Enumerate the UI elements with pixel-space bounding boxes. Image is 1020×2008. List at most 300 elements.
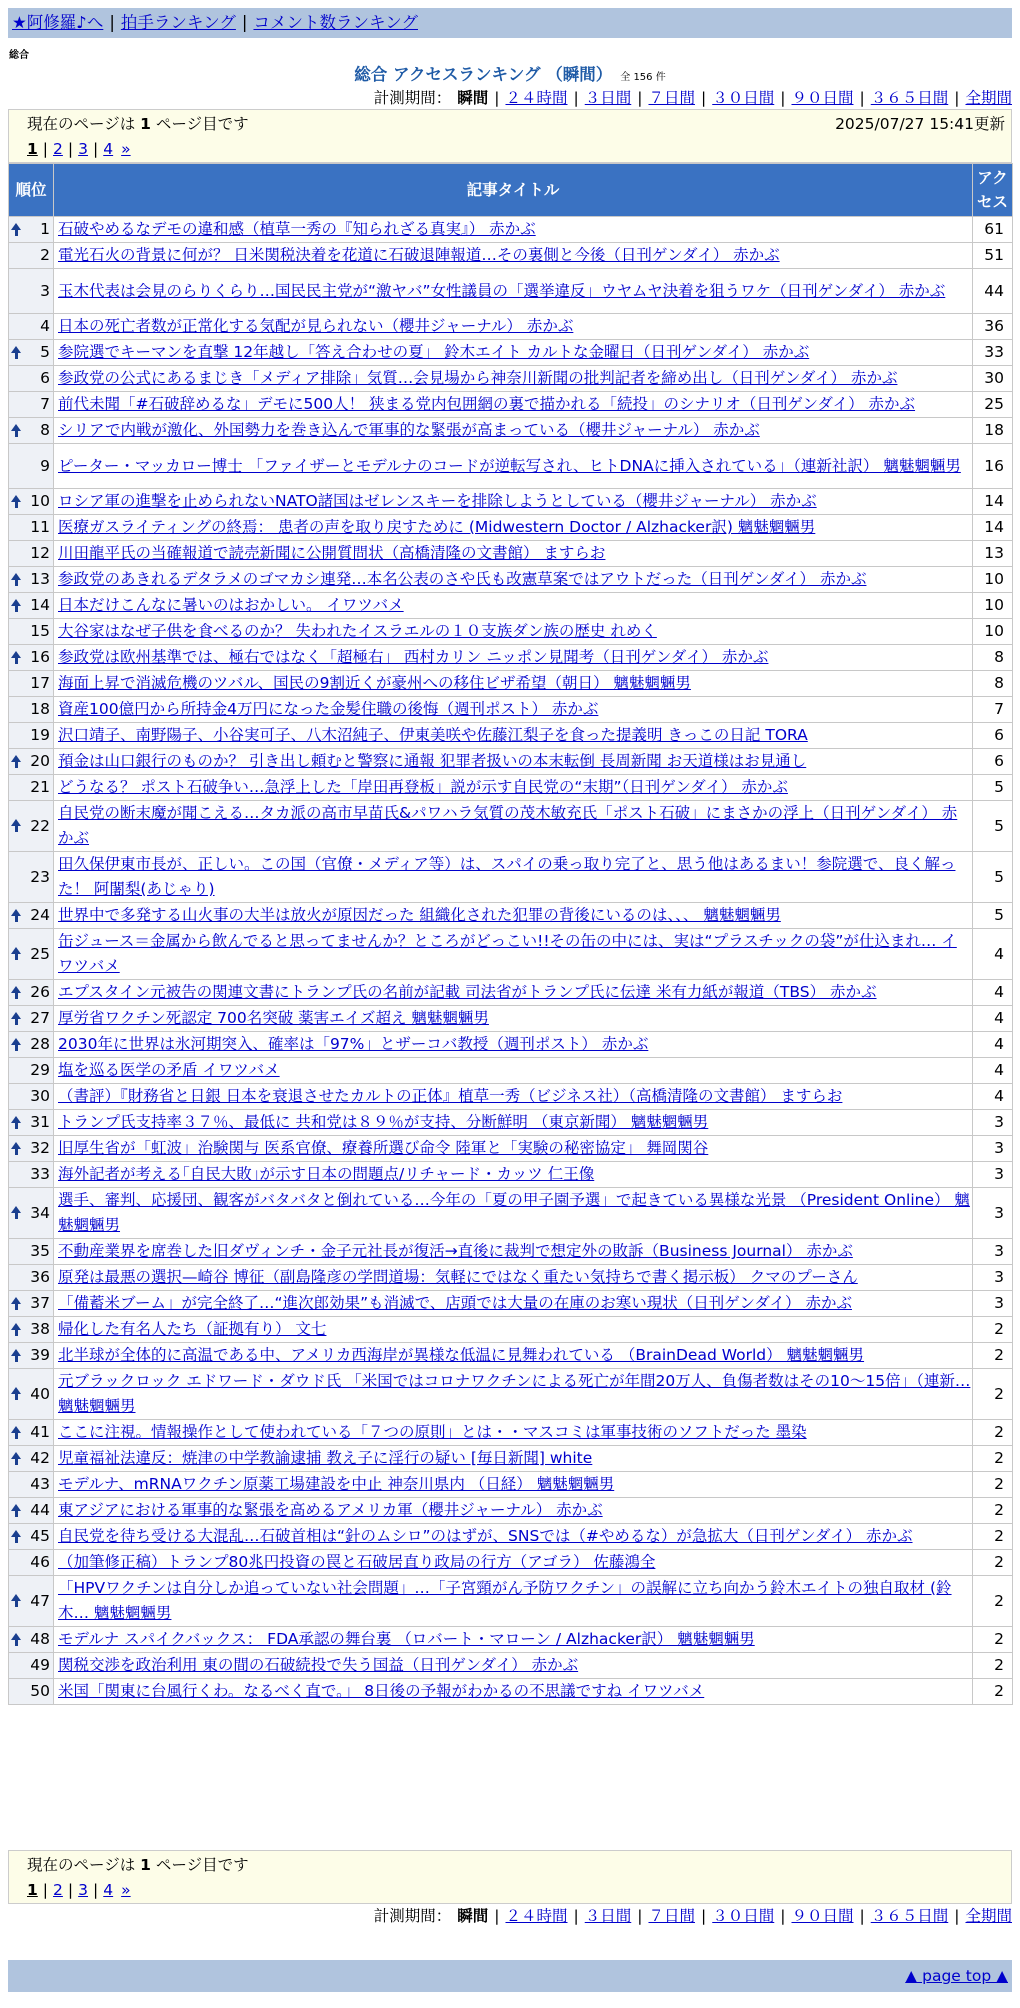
separator: | xyxy=(67,1881,74,1899)
table-row xyxy=(9,1291,1013,1317)
rank-number: 17 xyxy=(30,674,50,692)
separator: | xyxy=(780,1907,786,1925)
table-row xyxy=(9,1472,1013,1498)
separator: | xyxy=(93,140,99,158)
title-cell xyxy=(54,1550,973,1576)
rank-cell xyxy=(9,1162,54,1188)
article-link[interactable]: 帰化した有名人たち（証拠有り） 文七 xyxy=(58,1320,327,1338)
rank-number: 14 xyxy=(30,596,50,614)
table-row xyxy=(9,929,1013,980)
rank-cell xyxy=(9,515,54,541)
access-count: 6 xyxy=(973,749,1013,775)
table-row xyxy=(9,980,1013,1006)
access-count: 2 xyxy=(973,1524,1013,1550)
rank-cell xyxy=(9,1084,54,1110)
rank-number: 26 xyxy=(30,983,50,1001)
access-count: 5 xyxy=(973,775,1013,801)
article-link[interactable]: 預金は山口銀行のものか？ 引き出し頼むと警察に通報 犯罪者扱いの本末転倒 長周新聞 お天道様はお見通し xyxy=(58,752,807,770)
period-option-3[interactable]: ７日間 xyxy=(648,1907,695,1925)
title-cell xyxy=(54,1084,973,1110)
rank-cell xyxy=(9,269,54,314)
access-count: 2 xyxy=(973,1550,1013,1576)
title-cell xyxy=(54,619,973,645)
rank-number: 29 xyxy=(30,1061,50,1079)
table-row xyxy=(9,1136,1013,1162)
rank-number: 19 xyxy=(30,726,50,744)
access-count: 5 xyxy=(973,903,1013,929)
article-link[interactable]: モデルナ、mRNAワクチン原薬工場建設を中止 神奈川県内 （日経） 魑魅魍魎男 xyxy=(58,1475,615,1493)
title-cell xyxy=(54,489,973,515)
rank-cell xyxy=(9,1265,54,1291)
table-row xyxy=(9,1524,1013,1550)
rank-number: 11 xyxy=(30,518,50,536)
article-link[interactable]: 選手、審判、応援団、観客がバタバタと倒れている…今年の「夏の甲子園予選」で起きている異様な光景 （President Online） 魑魅魍魎男 xyxy=(58,1191,970,1234)
period-selector-bottom xyxy=(312,1905,1012,1927)
access-count: 4 xyxy=(973,1058,1013,1084)
table-row xyxy=(9,1550,1013,1576)
period-label: 計測期間： xyxy=(373,89,452,107)
title-cell xyxy=(54,1343,973,1369)
current-page-number: 1 xyxy=(27,140,38,158)
article-link[interactable]: 元ブラックロック エドワード・ダウド氏 「米国ではコロナワクチンによる死亡が年間20万人、負傷者数はその10～15倍」（連新… 魑魅魍魎男 xyxy=(58,1372,971,1415)
access-header: アクセス xyxy=(973,164,1013,217)
article-link[interactable]: ピーター・マッカロー博士 「ファイザーとモデルナのコードが逆転写され、ヒトDNAに挿入されている」（連新社訳） 魑魅魍魎男 xyxy=(58,456,961,475)
article-link[interactable]: 参政党は欧州基準では、極右ではなく「超極右」 西村カリン ニッポン見聞考（日刊ゲンダイ） 赤かぶ xyxy=(58,648,769,666)
rank-number: 30 xyxy=(30,1087,50,1105)
period-option-2[interactable]: ３日間 xyxy=(584,89,632,107)
article-link[interactable]: 児童福祉法違反：焼津の中学教諭逮捕 教え子に淫行の疑い [毎日新聞] white xyxy=(58,1449,593,1467)
article-link[interactable]: モデルナ スパイクバックス： FDA承認の舞台裏 （ロバート・マローン / Alzhacker訳） 魑魅魍魎男 xyxy=(58,1630,755,1648)
rank-number: 43 xyxy=(30,1475,50,1493)
separator: | xyxy=(637,89,643,107)
access-count: 61 xyxy=(973,217,1013,243)
access-count: 10 xyxy=(973,619,1013,645)
rank-cell xyxy=(9,444,54,489)
title-cell xyxy=(54,645,973,671)
title-cell xyxy=(54,392,973,418)
article-link[interactable]: シリアで内戦が激化、外国勢力を巻き込んで軍事的な緊張が高まっている（櫻井ジャーナル） 赤かぶ xyxy=(58,421,760,439)
rank-number: 45 xyxy=(30,1527,50,1545)
title-cell xyxy=(54,1162,973,1188)
access-count: 3 xyxy=(973,1162,1013,1188)
rank-cell xyxy=(9,366,54,392)
rank-cell xyxy=(9,723,54,749)
title-cell xyxy=(54,671,973,697)
title-cell xyxy=(54,1006,973,1032)
article-link[interactable]: 不動産業界を席巻した旧ダヴィンチ・金子元社長が復活→直後に裁判で想定外の敗訴（Business Journal） 赤かぶ xyxy=(58,1242,853,1260)
rank-number: 50 xyxy=(30,1682,50,1700)
article-link[interactable]: 世界中で多発する山火事の大半は放火が原因だった 組織化された犯罪の背後にいるのは、、、 魑魅魍魎男 xyxy=(58,906,781,924)
period-option-1[interactable]: ２４時間 xyxy=(505,1907,568,1925)
separator: | xyxy=(954,89,960,107)
title-cell xyxy=(54,1420,973,1446)
title-cell xyxy=(54,314,973,340)
rank-header: 順位 xyxy=(9,164,54,217)
next-page-link[interactable]: » xyxy=(121,1881,131,1899)
article-link[interactable]: 前代未聞「#石破辞めるな」デモに500人！ 狭まる党内包囲網の裏で描かれる「続投」のシナリオ（日刊ゲンダイ） 赤かぶ xyxy=(58,395,916,413)
rank-cell xyxy=(9,1524,54,1550)
period-option-2[interactable]: ３日間 xyxy=(584,1907,632,1925)
period-option-7[interactable]: 全期間 xyxy=(965,89,1012,107)
rank-cell xyxy=(9,1136,54,1162)
article-link[interactable]: 「HPVワクチンは自分しか追っていない社会問題」…「子宮頸がん予防ワクチン」の誤解に立ち向かう鈴木エイトの独自取材 (鈴木… 魑魅魍魎男 xyxy=(58,1579,952,1622)
separator: | xyxy=(701,1907,707,1925)
article-link[interactable]: 参政党の公式にあるまじき「メディア排除」気質…会見場から神奈川新聞の批判記者を締め出し（日刊ゲンダイ） 赤かぶ xyxy=(58,369,898,387)
rank-cell xyxy=(9,243,54,269)
rank-number: 23 xyxy=(30,867,50,886)
rank-number: 31 xyxy=(30,1113,50,1131)
title-cell xyxy=(54,1291,973,1317)
period-option-6[interactable]: ３６５日間 xyxy=(870,1907,949,1925)
rank-cell xyxy=(9,1291,54,1317)
table-row xyxy=(9,723,1013,749)
title-cell xyxy=(54,852,973,903)
rank-number: 1 xyxy=(40,220,50,238)
separator: | xyxy=(573,89,579,107)
rank-number: 6 xyxy=(40,369,50,387)
access-count: 5 xyxy=(973,852,1013,903)
rank-cell xyxy=(9,1317,54,1343)
rank-number: 20 xyxy=(30,752,50,770)
access-count: 18 xyxy=(973,418,1013,444)
article-link[interactable]: 厚労省ワクチン死認定 700名突破 薬害エイズ超え 魑魅魍魎男 xyxy=(58,1009,489,1027)
rank-cell xyxy=(9,852,54,903)
access-count: 51 xyxy=(973,243,1013,269)
table-row xyxy=(9,1006,1013,1032)
rank-number: 32 xyxy=(30,1139,50,1157)
rank-cell xyxy=(9,541,54,567)
access-count: 3 xyxy=(973,1188,1013,1239)
table-row xyxy=(9,775,1013,801)
rank-cell xyxy=(9,1550,54,1576)
rank-cell xyxy=(9,392,54,418)
article-link[interactable]: 資産100億円から所持金4万円になった金髪住職の後悔（週刊ポスト） 赤かぶ xyxy=(58,700,599,718)
title-cell xyxy=(54,567,973,593)
access-count: 4 xyxy=(973,1084,1013,1110)
access-count: 30 xyxy=(973,366,1013,392)
separator: | xyxy=(67,140,74,158)
period-current: 瞬間 xyxy=(457,1907,489,1925)
article-link[interactable]: 2030年に世界は氷河期突入、確率は「97%」とザーコバ教授（週刊ポスト） 赤かぶ xyxy=(58,1035,649,1053)
article-link[interactable]: 北半球が全体的に高温である中、アメリカ西海岸が異様な低温に見舞われている （BrainDead World） 魑魅魍魎男 xyxy=(58,1346,865,1364)
title-cell xyxy=(54,541,973,567)
access-count: 25 xyxy=(973,392,1013,418)
rank-cell xyxy=(9,1653,54,1679)
article-link[interactable]: 川田龍平氏の当確報道で読売新聞に公開質問状（高橋清隆の文書館） ますらお xyxy=(58,544,606,562)
title-cell xyxy=(54,697,973,723)
access-count: 5 xyxy=(973,801,1013,852)
rank-number: 4 xyxy=(40,317,50,335)
article-link[interactable]: 電光石火の背景に何が？ 日米関税決着を花道に石破退陣報道…その裏側と今後（日刊ゲンダイ） 赤かぶ xyxy=(58,246,780,264)
article-link[interactable]: （書評）『財務省と日銀 日本を衰退させたカルトの正体』植草一秀（ビジネス社）（高橋清隆の文書館） ますらお xyxy=(58,1087,843,1105)
rank-number: 15 xyxy=(30,622,50,640)
top-nav-bar: ★阿修羅♪へ | 拍手ランキング | コメント数ランキング xyxy=(8,8,1012,38)
footer-bar xyxy=(8,1960,1012,1992)
article-link[interactable]: 関税交渉を政治利用 東の間の石破続投で失う国益（日刊ゲンダイ） 赤かぶ xyxy=(58,1656,579,1674)
rank-number: 37 xyxy=(30,1294,50,1312)
article-link[interactable]: （加筆修正稿）トランプ80兆円投資の罠と石破居直り政局の行方（アゴラ） 佐藤鴻全 xyxy=(58,1553,656,1571)
table-row xyxy=(9,1576,1013,1627)
article-link[interactable]: 缶ジュース＝金属から飲んでると思ってませんか？ところがどっこい!!その缶の中には、実は“プラスチックの袋”が仕込まれ… イワツバメ xyxy=(58,932,957,975)
period-option-5[interactable]: ９０日間 xyxy=(791,89,854,107)
separator: | xyxy=(859,89,865,107)
access-count: 2 xyxy=(973,1498,1013,1524)
table-row xyxy=(9,1239,1013,1265)
table-row xyxy=(9,903,1013,929)
table-row xyxy=(9,1265,1013,1291)
table-row xyxy=(9,392,1013,418)
period-current: 瞬間 xyxy=(457,89,489,107)
clap-ranking-link[interactable]: 拍手ランキング xyxy=(120,13,236,32)
title-cell xyxy=(54,418,973,444)
access-count: 3 xyxy=(973,1110,1013,1136)
title-cell xyxy=(54,1524,973,1550)
table-row xyxy=(9,340,1013,366)
table-row xyxy=(9,1420,1013,1446)
rank-cell xyxy=(9,903,54,929)
access-count: 4 xyxy=(973,929,1013,980)
total-count: 全 156 件 xyxy=(620,72,666,83)
title-cell xyxy=(54,1058,973,1084)
separator: | xyxy=(494,89,500,107)
table-row xyxy=(9,852,1013,903)
next-page-link[interactable]: » xyxy=(121,140,131,158)
rank-cell xyxy=(9,489,54,515)
rank-cell xyxy=(9,1679,54,1705)
article-link[interactable]: 田久保伊東市長が、正しい。この国（官僚・メディア等）は、スパイの乗っ取り完了と、思う他はあるまい！参院選で、良く解った！ 阿闍梨(あじゃり) xyxy=(58,855,956,898)
period-option-1[interactable]: ２４時間 xyxy=(505,89,568,107)
table-row xyxy=(9,314,1013,340)
page-top-link[interactable]: ▲ page top ▲ xyxy=(905,1967,1008,1985)
rank-number: 18 xyxy=(30,700,50,718)
separator: | xyxy=(780,89,786,107)
article-link[interactable]: 日本だけこんなに暑いのはおかしい。 イワツバメ xyxy=(58,596,404,614)
rank-cell xyxy=(9,749,54,775)
article-link[interactable]: ロシア軍の進撃を止められないNATO諸国はゼレンスキーを排除しようとしている（櫻井ジャーナル） 赤かぶ xyxy=(58,492,817,510)
access-count: 36 xyxy=(973,314,1013,340)
table-row xyxy=(9,1188,1013,1239)
table-row xyxy=(9,1032,1013,1058)
rank-number: 10 xyxy=(30,492,50,510)
table-row xyxy=(9,1369,1013,1420)
title-cell xyxy=(54,980,973,1006)
table-row xyxy=(9,645,1013,671)
table-row xyxy=(9,1627,1013,1653)
title-cell xyxy=(54,340,973,366)
title-cell xyxy=(54,1317,973,1343)
separator: | xyxy=(701,89,707,107)
title-cell xyxy=(54,801,973,852)
period-label: 計測期間： xyxy=(373,1907,452,1925)
rank-number: 49 xyxy=(30,1656,50,1674)
page-links-bottom xyxy=(27,1878,131,1902)
title-cell xyxy=(54,593,973,619)
rank-cell xyxy=(9,980,54,1006)
title-cell xyxy=(54,929,973,980)
table-row xyxy=(9,1162,1013,1188)
table-row xyxy=(9,749,1013,775)
separator: | xyxy=(42,1881,49,1899)
page-link-2[interactable]: 2 xyxy=(53,1881,63,1899)
category-label: 総合 xyxy=(9,50,29,61)
article-link[interactable]: 自民党の断末魔が聞こえる…タカ派の高市早苗氏&パワハラ気質の茂木敏充氏「ポスト石破」にまさかの浮上（日刊ゲンダイ） 赤かぶ xyxy=(58,804,958,847)
access-count: 6 xyxy=(973,723,1013,749)
article-link[interactable]: 「備蓄米ブーム」が完全終了…“進次郎効果”も消滅で、店頭では大量の在庫のお寒い現状（日刊ゲンダイ） 赤かぶ xyxy=(58,1294,852,1312)
rank-number: 8 xyxy=(40,421,50,439)
table-row xyxy=(9,444,1013,489)
access-count: 3 xyxy=(973,1239,1013,1265)
current-page-text-bottom: 現在のページは 1 ページ目です xyxy=(27,1856,249,1874)
article-link[interactable]: 海外記者が考える｢自民大敗｣が示す日本の問題点/リチャード・カッツ 仁王像 xyxy=(58,1165,595,1183)
article-link[interactable]: トランプ氏支持率３７％、最低に 共和党は８９％が支持、分断鮮明 （東京新聞） 魑魅魍魎男 xyxy=(58,1113,709,1131)
article-link[interactable]: 医療ガスライティングの終焉： 患者の声を取り戻すために (Midwestern Doctor / Alzhacker訳) 魑魅魍魎男 xyxy=(58,518,816,536)
title-cell xyxy=(54,775,973,801)
article-link[interactable]: 東アジアにおける軍事的な緊張を高めるアメリカ軍（櫻井ジャーナル） 赤かぶ xyxy=(58,1501,603,1519)
table-row xyxy=(9,1110,1013,1136)
rank-cell xyxy=(9,1006,54,1032)
page-link-4[interactable]: 4 xyxy=(103,140,114,158)
rank-cell xyxy=(9,929,54,980)
article-link[interactable]: 自民党を待ち受ける大混乱…石破首相は“針のムシロ”のはずが、SNSでは（#やめるな）が急拡大（日刊ゲンダイ） 赤かぶ xyxy=(58,1527,913,1545)
rank-number: 12 xyxy=(30,544,50,562)
access-count: 16 xyxy=(973,444,1013,489)
rank-number: 25 xyxy=(30,944,50,963)
access-count: 14 xyxy=(973,489,1013,515)
table-row xyxy=(9,801,1013,852)
article-link[interactable]: 玉木代表は会見のらりくらり…国民民主党が“激ヤバ”女性議員の「選挙違反」ウヤムヤ決着を狙うワケ（日刊ゲンダイ） 赤かぶ xyxy=(58,281,946,300)
article-link[interactable]: どうなる？ ポスト石破争い…急浮上した「岸田再登板」説が示す自民党の“末期”（日刊ゲンダイ） 赤かぶ xyxy=(58,778,788,796)
article-link[interactable]: 海面上昇で消滅危機のツバル、国民の9割近くが豪州への移住ビザ希望（朝日） 魑魅魍魎男 xyxy=(58,674,691,692)
title-cell xyxy=(54,269,973,314)
access-count: 10 xyxy=(973,593,1013,619)
article-link[interactable]: 沢口靖子、南野陽子、小谷実可子、八木沼純子、伊東美咲や佐藤江梨子を食った提義明 きっこの日記 TORA xyxy=(58,726,808,744)
page-link-3[interactable]: 3 xyxy=(78,140,89,158)
rank-number: 9 xyxy=(40,456,50,475)
home-link[interactable]: ★阿修羅♪へ xyxy=(12,13,104,32)
pagination-top xyxy=(8,109,1012,163)
page-link-3[interactable]: 3 xyxy=(78,1881,89,1899)
access-count: 44 xyxy=(973,269,1013,314)
rank-cell xyxy=(9,340,54,366)
rank-number: 22 xyxy=(30,816,50,835)
title-cell xyxy=(54,1472,973,1498)
rank-number: 28 xyxy=(30,1035,50,1053)
rank-cell xyxy=(9,1498,54,1524)
comment-ranking-link[interactable]: コメント数ランキング xyxy=(253,13,418,32)
period-option-4[interactable]: ３０日間 xyxy=(712,1907,775,1925)
rank-number: 36 xyxy=(30,1268,50,1286)
rank-cell xyxy=(9,801,54,852)
access-count: 8 xyxy=(973,671,1013,697)
rank-number: 40 xyxy=(30,1384,50,1403)
article-link[interactable]: 原発は最悪の選択—崎谷 博征（副島隆彦の学問道場：気軽にではなく重たい気持ちで書く掲示板） クマのプーさん xyxy=(58,1268,858,1286)
period-option-7[interactable]: 全期間 xyxy=(965,1907,1012,1925)
title-cell xyxy=(54,1446,973,1472)
pagination-bottom xyxy=(8,1850,1012,1904)
access-count: 2 xyxy=(973,1627,1013,1653)
rank-number: 24 xyxy=(30,906,50,924)
current-page-number: 1 xyxy=(27,1881,38,1899)
access-count: 4 xyxy=(973,980,1013,1006)
period-selector-top xyxy=(312,87,1012,109)
article-link[interactable]: 旧厚生省が「虹波」治験関与 医系官僚、療養所選び命令 陸軍と「実験の秘密協定」 舞岡関谷 xyxy=(58,1139,709,1157)
table-row xyxy=(9,619,1013,645)
article-link[interactable]: エプスタイン元被告の関連文書にトランプ氏の名前が記載 司法省がトランプ氏に伝達 米有力紙が報道（TBS） 赤かぶ xyxy=(58,983,877,1001)
period-option-5[interactable]: ９０日間 xyxy=(791,1907,854,1925)
rank-cell xyxy=(9,217,54,243)
rank-cell xyxy=(9,775,54,801)
access-count: 3 xyxy=(973,1291,1013,1317)
article-link[interactable]: ここに注視。情報操作として使われている「７つの原則」とは・・マスコミは軍事技術のソフトだった 墨染 xyxy=(58,1423,807,1441)
page-link-2[interactable]: 2 xyxy=(53,140,63,158)
table-row xyxy=(9,366,1013,392)
rank-cell xyxy=(9,567,54,593)
rank-cell xyxy=(9,1110,54,1136)
table-row xyxy=(9,1679,1013,1705)
separator: | xyxy=(42,140,49,158)
access-count: 10 xyxy=(973,567,1013,593)
access-count: 2 xyxy=(973,1420,1013,1446)
title-cell xyxy=(54,515,973,541)
title-cell xyxy=(54,366,973,392)
separator: | xyxy=(93,1881,99,1899)
access-count: 2 xyxy=(973,1576,1013,1627)
table-row xyxy=(9,1446,1013,1472)
title-cell xyxy=(54,243,973,269)
access-count: 2 xyxy=(973,1317,1013,1343)
access-count: 2 xyxy=(973,1653,1013,1679)
access-count: 2 xyxy=(973,1472,1013,1498)
table-row xyxy=(9,567,1013,593)
separator: | xyxy=(859,1907,865,1925)
rank-cell xyxy=(9,1239,54,1265)
table-row xyxy=(9,1317,1013,1343)
title-cell xyxy=(54,444,973,489)
table-row xyxy=(9,541,1013,567)
rank-cell xyxy=(9,1576,54,1627)
rank-cell xyxy=(9,1058,54,1084)
updated-timestamp: 2025/07/27 15:41更新 xyxy=(835,115,1005,133)
rank-cell xyxy=(9,1472,54,1498)
period-option-3[interactable]: ７日間 xyxy=(648,89,695,107)
period-option-4[interactable]: ３０日間 xyxy=(712,89,775,107)
access-count: 2 xyxy=(973,1369,1013,1420)
article-link[interactable]: 参政党のあきれるデタラメのゴマカシ連発…本名公表のさや氏も改憲草案ではアウトだった（日刊ゲンダイ） 赤かぶ xyxy=(58,570,867,588)
title-cell xyxy=(54,1653,973,1679)
table-row xyxy=(9,243,1013,269)
page-title: 総合 アクセスランキング （瞬間） xyxy=(354,65,613,84)
page-link-4[interactable]: 4 xyxy=(103,1881,114,1899)
title-cell xyxy=(54,1136,973,1162)
article-link[interactable]: 塩を巡る医学の矛盾 イワツバメ xyxy=(58,1061,280,1079)
article-link[interactable]: 石破やめるなデモの違和感（植草一秀の『知られざる真実』） 赤かぶ xyxy=(58,220,536,238)
rank-number: 44 xyxy=(30,1501,50,1519)
title-cell xyxy=(54,217,973,243)
table-row xyxy=(9,489,1013,515)
period-option-6[interactable]: ３６５日間 xyxy=(870,89,949,107)
title-cell xyxy=(54,1498,973,1524)
article-link[interactable]: 日本の死亡者数が正常化する気配が見られない（櫻井ジャーナル） 赤かぶ xyxy=(58,317,574,335)
article-link[interactable]: 大谷家はなぜ子供を食べるのか？ 失われたイスラエルの１０支族ダン族の歴史 れめく xyxy=(58,622,657,640)
article-link[interactable]: 参院選でキーマンを直撃 12年越し「答え合わせの夏」 鈴木エイト カルトな金曜日（日刊ゲンダイ） 赤かぶ xyxy=(58,343,810,361)
title-cell xyxy=(54,1032,973,1058)
rank-number: 5 xyxy=(40,343,50,361)
rank-cell xyxy=(9,671,54,697)
title-cell xyxy=(54,1679,973,1705)
rank-cell xyxy=(9,1369,54,1420)
article-link[interactable]: 米国「関東に台風行くわ。なるべく直で。」 8日後の予報がわかるの不思議ですね イワツバメ xyxy=(58,1682,705,1700)
title-cell xyxy=(54,1110,973,1136)
